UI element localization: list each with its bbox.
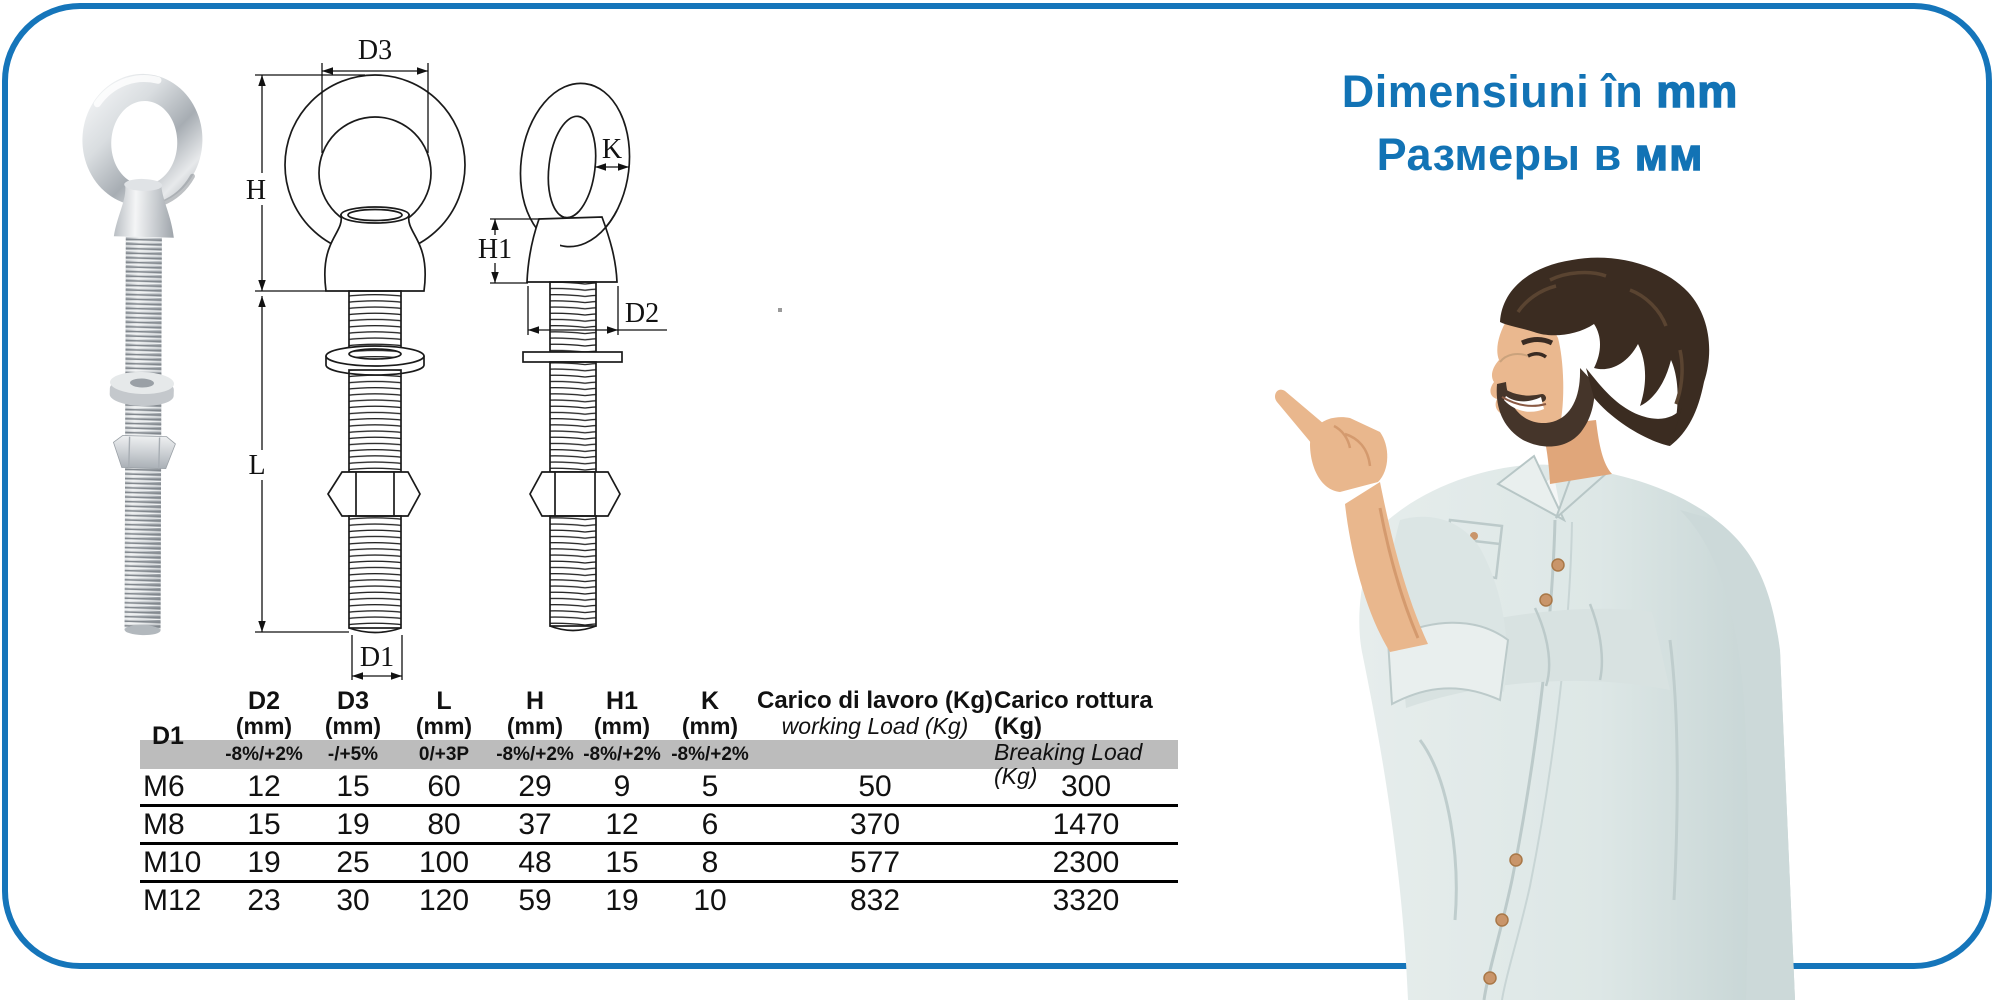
table-row-m6: M6 12 15 60 29 9 5 50 300 [140, 769, 1178, 807]
print-speck [778, 308, 782, 312]
col-header-working-load: Carico di lavoro (Kg) working Load (Kg) [756, 687, 994, 739]
dim-label-k: K [601, 134, 623, 165]
col-header-l: L (mm) [415, 687, 473, 739]
col-header-d3: D3 (mm) [324, 687, 382, 739]
man-pointing-photo [1250, 220, 1795, 1000]
page-title [1300, 60, 1780, 186]
col-header-h1: H1 (mm) [593, 687, 651, 739]
table-row-m10: M10 19 25 100 48 15 8 577 2300 [140, 845, 1178, 883]
table-row-m12: M12 23 30 120 59 19 10 832 3320 [143, 883, 1120, 917]
col-header-d2: D2 (mm) [235, 687, 293, 739]
dimensions-table [140, 684, 1178, 918]
col-header-d1: D1 [152, 722, 184, 750]
title-line-ru: Размеры в мм [1376, 129, 1704, 180]
dim-label-d2: D2 [624, 298, 660, 329]
eye-bolt-technical-drawing [225, 25, 695, 695]
dim-label-l: L [248, 450, 266, 481]
table-row-m8: M8 15 19 80 37 12 6 370 1470 [140, 807, 1178, 845]
dim-label-h: H [245, 175, 267, 206]
dim-label-d1: D1 [359, 642, 395, 673]
col-header-h: H (mm) [506, 687, 564, 739]
tolerance-row: -8%/+2% -/+5% 0/+3P -8%/+2% -8%/+2% -8%/+2% [140, 740, 1178, 769]
col-header-breaking-load: Carico rottura (Kg) Breaking Load (Kg) [994, 687, 1153, 789]
dim-label-d3: D3 [357, 35, 393, 66]
dim-label-h1: H1 [477, 234, 513, 265]
col-header-k: K (mm) [681, 687, 739, 739]
title-line-ro: Dimensiuni în mm [1341, 66, 1739, 117]
